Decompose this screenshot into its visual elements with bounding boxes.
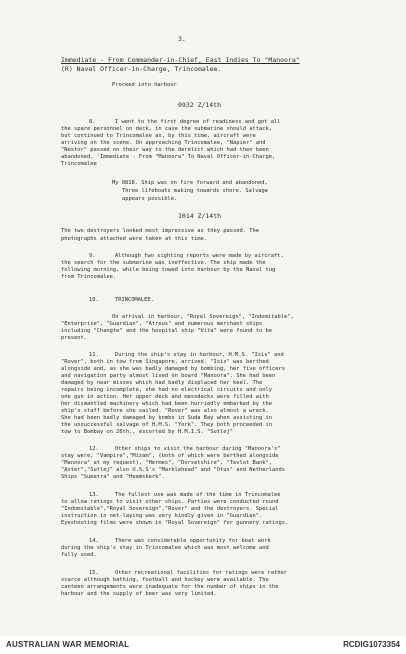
paragraph-line: 15. Other recreational facilities for ratings were rather [89,570,287,576]
paragraph-line: "Manoora" at my request), "Hermes", "Dorsetshire", "Tevlot Bank", [61,460,272,466]
paragraph-line: including "Changte" and the hospital ship "Vita" were found to be [61,328,272,334]
paragraph-line: during the ship's stay in Trincomalee which was most welcome and [61,545,269,551]
paragraph-line: and navigation party almost lived on board "Manoora". She had been [61,373,276,379]
paragraph-line: photographs attached were taken at this time. [61,236,208,242]
paragraph-line: alongside and, as she was badly damaged by bombing, her five officers [61,366,285,372]
signal-text: Three lifeboats making towards shore. Salvage [122,188,269,194]
paragraph-line: one gun in action. Her upper deck and messdecks were filled with [61,394,269,400]
paragraph-line: repairs being incomplete, she had no electrical circuits and only [61,387,272,393]
paragraph-line: following morning, while being towed into harbour by the Naval tug [61,267,276,273]
paragraph-line: "Enterprise", "Guardian", "Atreus" and numerous merchant ships [61,321,263,327]
paragraph-line: arriving on the scene. On approaching Trincomalee, "Napier" and [61,140,266,146]
paragraph-line: Eyeshooting films were shown in "Royal Sovereign" for gunnery ratings. [61,520,289,526]
signal-text: My 0818. Ship was on fire forward and abandoned, [112,180,268,186]
archive-reference: RCDIG1073354 [343,640,400,649]
paragraph-line: the unsuccessful salvage of H.M.S. "York". They both proceeded in [61,422,272,428]
paragraph-line: "Nestor" passed on their way to the derelict which had then been [61,147,269,153]
paragraph-line: the search for the submarine was ineffective. The ship made the [61,260,266,266]
page-number: 3. [178,35,186,43]
paragraph-line: to allow ratings to visit other ships. Parties were conducted round [61,499,279,505]
archive-footer [0,636,406,654]
paragraph-line: canteen arrangements were inadequate for the number of ships in the [61,584,279,590]
paragraph-line: present. [61,335,87,341]
section-heading: 10. TRINCOMALEE. [89,297,154,303]
paragraph-line: "Aster","Sutlej" also U.S.S's "Marblehead" and "Otus" and Netherlands [61,467,285,473]
paragraph-line: Trincomalee [61,161,97,167]
paragraph-line: harbour and the supply of beer was very limited. [61,591,217,597]
paragraph-line: 13. The fullest use was made of the time in Trincomalee [89,492,281,498]
paragraph-line: ship's staff before she sailed. "Rover" was also almost a wreck. [61,408,269,414]
paragraph-line: 14. There was considerable opportunity for boat work [89,538,271,544]
paragraph-line: stay were, "Vampire","Mizam", (both of which were berthed alongside [61,453,279,459]
paragraph-line: Ships "Sumatra" and "Heemskerk". [61,474,165,480]
paragraph-line: 9. Although two sighting reports were made by aircraft, [89,253,284,259]
paragraph-line: fully used. [61,552,97,558]
paragraph-line: but continued to Trincomalee as, by this time, aircraft were [61,133,256,139]
paragraph-line: 8. I went to the first degree of readiness and got all [89,119,281,125]
paragraph-line: She had been badly damaged by bombs in Suda Bay when assisting in [61,415,272,421]
signal-text: Proceed into harbour [112,82,177,88]
signal-header-line: Immediate - From Commander-in-Chief, East Indies To "Manoora" [61,56,300,64]
signal-time: 1014 Z/14th [178,212,222,220]
signal-text: appears possible. [122,196,178,202]
paragraph-line: the spare personnel on deck, in case the submarine should attack, [61,126,272,132]
paragraph-line: instruction in net-laying was very kindly given in "Guardian". [61,513,263,519]
archive-name: AUSTRALIAN WAR MEMORIAL [6,640,130,649]
paragraph-line: her dismantled machinery which had been hurriedly embarked by the [61,401,272,407]
paragraph-line: tow to Bombay on 26th., escorted by H.M.I.S. "Sutlej" [61,429,234,435]
paragraph-line: 11. During the ship's stay in harbour, H.M.S. "Isis" and [89,352,284,358]
signal-header-line: (R) Naval Officer-in-Charge, Trincomalee. [61,65,222,73]
paragraph-line: On arrival in harbour, "Royal Sovereign", "Indomitable", [112,314,294,320]
paragraph-line: scarce although bathing, football and hockey were available. The [61,577,269,583]
paragraph-line: "Rover", both in tow from Singapore, arrived. "Isis" was berthed [61,359,269,365]
paragraph-line: "Indomitable","Royal Sovereign","Rover" and the destroyers. Special [61,506,279,512]
paragraph-line: abandoned, 'Immediate - From "Manoora" To Naval Officer-in-Charge, [61,154,276,160]
signal-time: 0932 Z/14th [178,101,222,109]
paragraph-line: damaged by near misses which had badly displaced her keel. The [61,380,263,386]
paragraph-line: 12. Other ships to visit the harbour during "Manoora's" [89,446,281,452]
paragraph-line: The two destroyers looked most impressive as they passed. The [61,228,259,234]
paragraph-line: from Trincomalee. [61,274,117,280]
